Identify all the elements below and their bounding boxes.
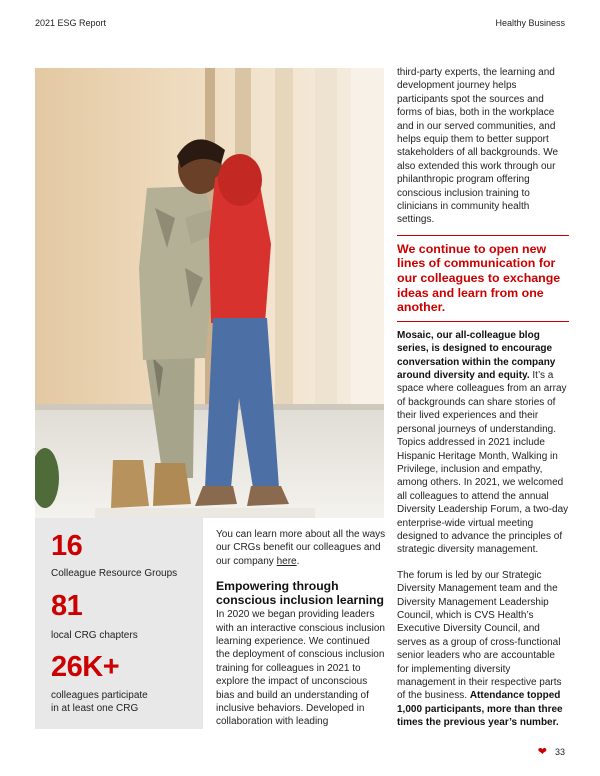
inclusion-learning-heading: Empowering through conscious inclusion learning xyxy=(216,579,384,608)
soldier-embrace-photo xyxy=(35,68,384,518)
continued-paragraph: third-party experts, the learning and development journey helps participants spot the sources and forms of bias, both in the workplace and in our served communities, and helps equip them to better support stakeholders of all backgrounds. We also extended this work through our philanthropic program offering conscious inclusion training to clinicians in community health settings. xyxy=(397,67,559,226)
crg-intro-period: . xyxy=(296,555,300,567)
mosaic-lead: Mosaic, our all-colleague blog series, is designed to encourage conversation within the company around diversity and equity. xyxy=(397,329,556,382)
stat-participants-count: 26K+ xyxy=(51,651,120,683)
mosaic-body: It’s a space where colleagues from an array of backgrounds can share stories of their lived experiences and their personal journeys of understanding. Topics addressed in 2021 include Hispanic Heritage Month, Walking in Privilege, inclusion and empathy, among others. In 2021, we welcomed all colleagues to attend the annual Diversity Leadership Forum, a two-day enterprise-wide virtual meeting designed to advance the principles of strategic diversity management. xyxy=(397,370,569,556)
crg-intro-paragraph xyxy=(216,528,386,568)
middle-column xyxy=(216,528,386,729)
pull-quote: We continue to open new lines of communication for our colleagues to exchange ideas and learn from one another. xyxy=(397,235,569,322)
crg-intro-text: You can learn more about all the ways our CRGs benefit our colleagues and our company xyxy=(216,529,386,567)
stat-participants-label xyxy=(51,689,148,715)
stat-chapters-label: local CRG chapters xyxy=(51,630,138,641)
stat-crg-label: Colleague Resource Groups xyxy=(51,568,178,579)
mosaic-paragraph xyxy=(397,329,569,557)
stat-crg-count: 16 xyxy=(51,530,83,562)
report-title: 2021 ESG Report xyxy=(35,18,107,28)
heart-icon: ❤ xyxy=(537,746,547,758)
stat-chapters-count: 81 xyxy=(51,590,83,622)
page-footer xyxy=(538,745,565,758)
forum-body: The forum is led by our Strategic Diversity Management team and the Diversity Management Leadership Council, which is CVS Health’s Executive Diversity Council, and serves as a group of cross-functional senior leaders who are accountable for implementing diversity management in their respective parts of the business. xyxy=(397,569,562,702)
page-number: 33 xyxy=(554,746,565,757)
inclusion-learning-body: In 2020 we began providing leaders with an interactive conscious inclusion learning experience. We continued the deployment of conscious inclusion training for colleagues in 2021 to explore the impact of unconscious bias and build an understanding of inclusive behaviors. Developed in collaboration with leading xyxy=(216,609,385,728)
stat-participants-label-line2: in at least one CRG xyxy=(51,703,139,714)
forum-paragraph xyxy=(397,569,569,730)
forum-attendance: Attendance topped 1,000 participants, more than three times the previous year’s number. xyxy=(397,690,563,729)
section-title: Healthy Business xyxy=(495,18,565,28)
right-column xyxy=(397,66,569,730)
crg-learn-more-link[interactable]: here xyxy=(276,555,297,567)
crg-stats-panel xyxy=(35,518,203,729)
stat-participants-label-line1: colleagues participate xyxy=(51,690,148,701)
